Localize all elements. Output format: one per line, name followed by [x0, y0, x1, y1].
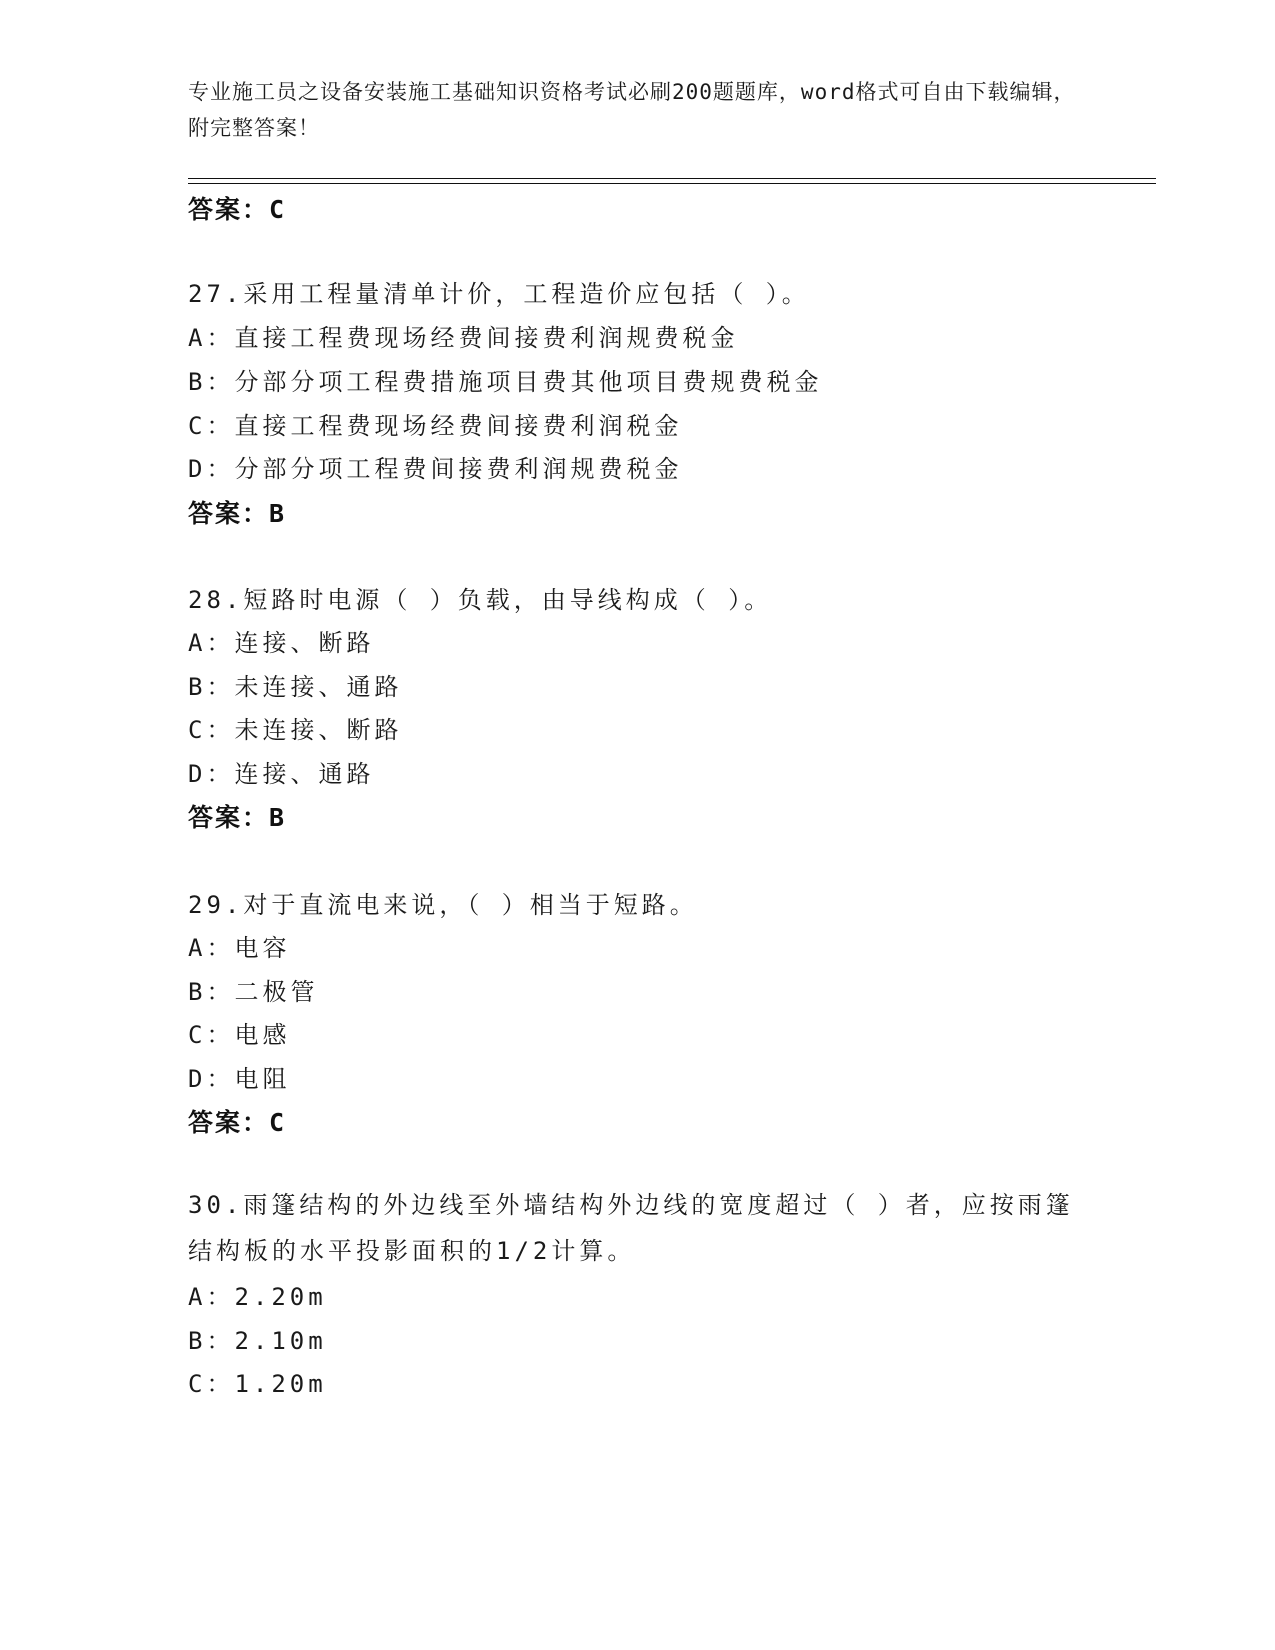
option-d: D：电阻: [188, 1065, 291, 1093]
option-b: B：未连接、通路: [188, 673, 403, 701]
option-a: A：2.20m: [188, 1283, 327, 1311]
option-c: C：直接工程费现场经费间接费利润税金: [188, 412, 683, 440]
option-a: A：直接工程费现场经费间接费利润规费税金: [188, 324, 739, 352]
answer-line: 答案：C: [188, 195, 287, 224]
question-stem-27: 27.采用工程量清单计价，工程造价应包括（ ）。: [188, 280, 810, 308]
option-c: C：未连接、断路: [188, 716, 403, 744]
question-stem-28: 28.短路时电源（ ）负载，由导线构成（ ）。: [188, 586, 773, 614]
document-header: 专业施工员之设备安装施工基础知识资格考试必刷200题题库，word格式可自由下载编辑，附完整答案！: [188, 80, 1076, 140]
option-c: C：电感: [188, 1021, 291, 1049]
option-b: B：2.10m: [188, 1327, 327, 1355]
answer-line: 答案：B: [188, 803, 287, 832]
option-b: B：二极管: [188, 978, 319, 1006]
question-stem-30: 30.雨篷结构的外边线至外墙结构外边线的宽度超过（ ）者，应按雨篷结构板的水平投影面积的1/2计算。: [188, 1191, 1074, 1265]
option-b: B：分部分项工程费措施项目费其他项目费规费税金: [188, 368, 823, 396]
header-divider-top: [188, 178, 1156, 179]
option-a: A：连接、断路: [188, 629, 375, 657]
option-c: C：1.20m: [188, 1370, 327, 1398]
option-d: D：分部分项工程费间接费利润规费税金: [188, 455, 683, 483]
question-stem-29: 29.对于直流电来说，（ ）相当于短路。: [188, 891, 698, 919]
answer-line: 答案：C: [188, 1108, 287, 1137]
option-d: D：连接、通路: [188, 760, 375, 788]
header-divider-bottom: [188, 183, 1156, 184]
answer-line: 答案：B: [188, 499, 287, 528]
option-a: A：电容: [188, 934, 291, 962]
